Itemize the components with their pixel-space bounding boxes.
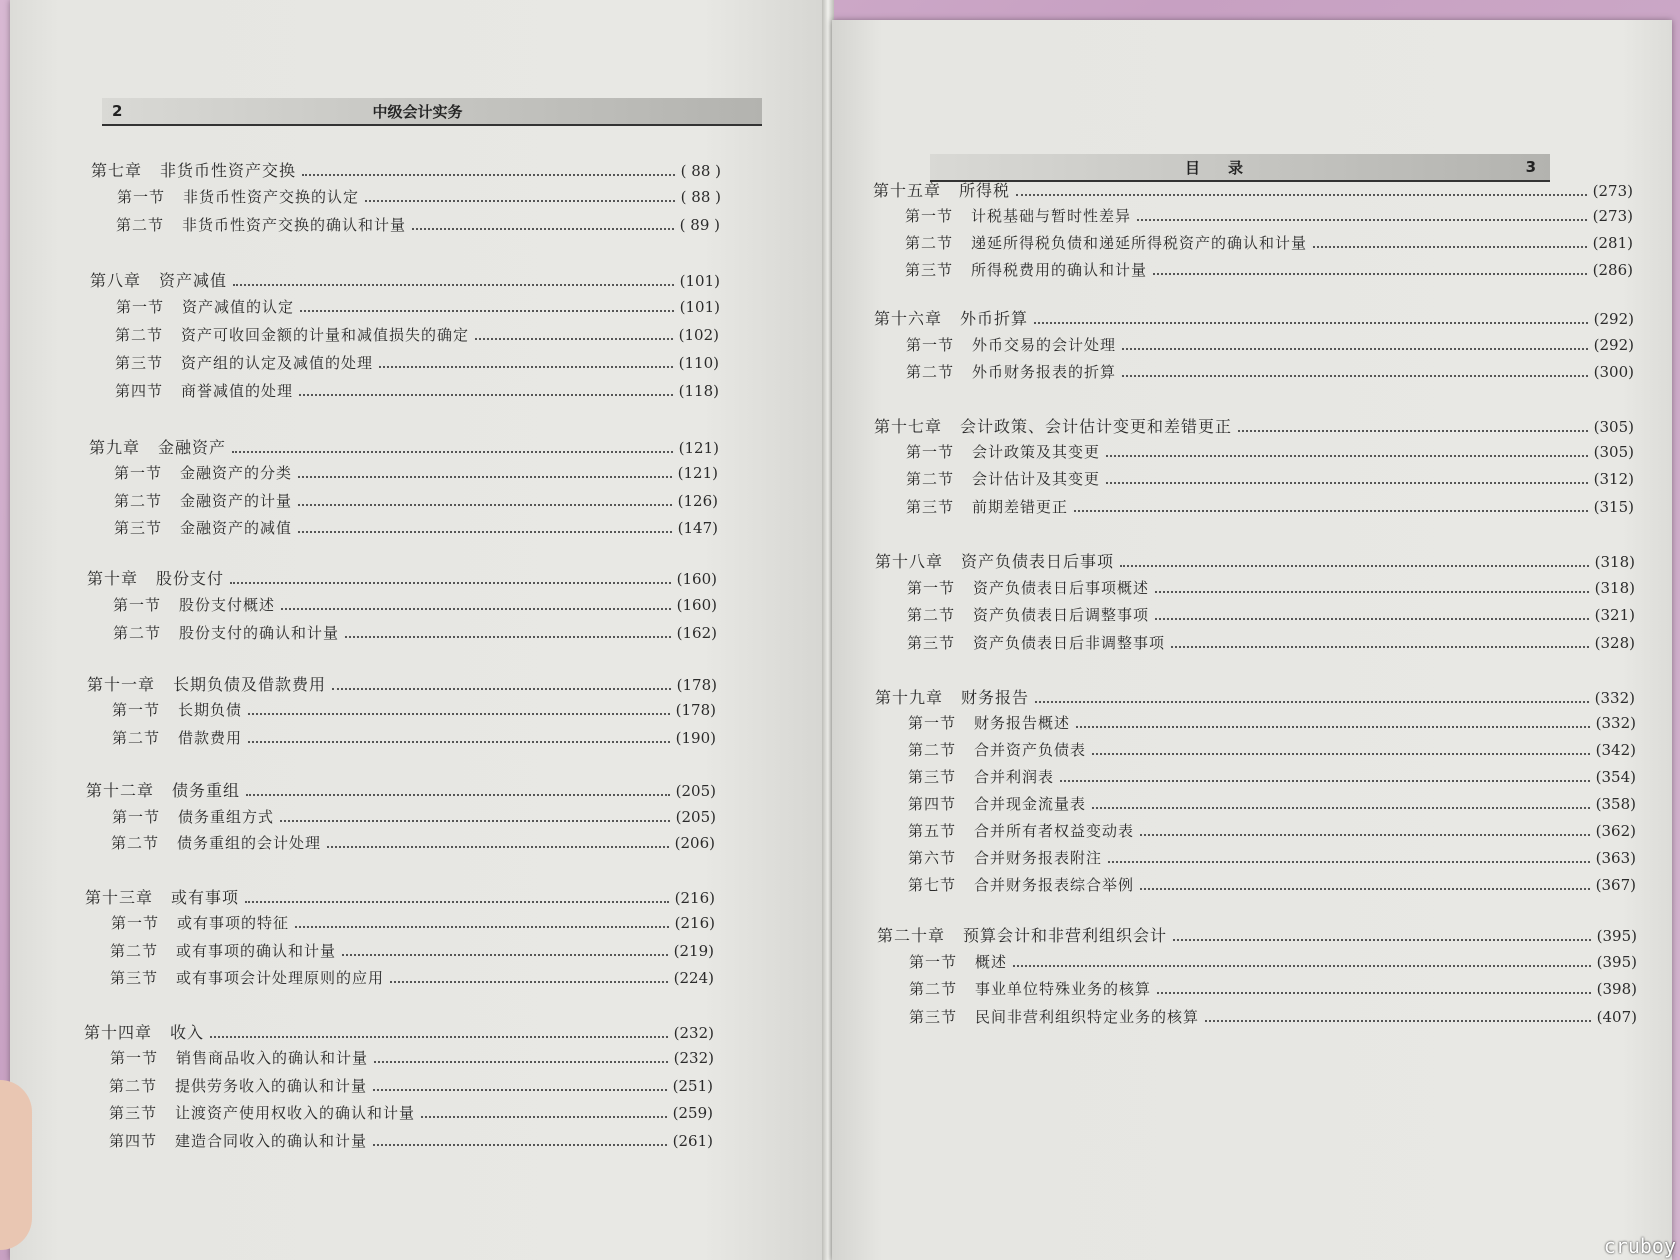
toc-section-entry [116, 296, 720, 317]
toc-chapter-entry [87, 672, 717, 695]
toc-section-entry [907, 577, 1635, 598]
toc-chapter-entry [877, 923, 1637, 946]
page-reference: ( 88 ) [680, 162, 721, 180]
toc-section-entry [116, 214, 720, 235]
page-reference: (251) [672, 1077, 713, 1095]
chapter-title: 财务报告 [961, 688, 1030, 707]
chapter-label: 第十七章 [874, 417, 943, 436]
dot-leader [1035, 700, 1589, 703]
chapter-title: 或有事项 [171, 888, 240, 907]
toc-section-entry [112, 699, 716, 720]
dot-leader [300, 309, 674, 312]
dot-leader [342, 953, 668, 956]
page-reference: (110) [678, 354, 719, 372]
section-label: 第三节 [905, 261, 954, 279]
section-title: 会计政策及其变更 [972, 443, 1101, 461]
left-page-header [102, 98, 762, 126]
section-title: 合并现金流量表 [974, 795, 1087, 813]
toc-section-entry [905, 205, 1633, 226]
dot-leader [1171, 645, 1589, 648]
dot-leader [298, 475, 672, 478]
dot-leader [1108, 860, 1590, 863]
section-title: 前期差错更正 [972, 498, 1069, 516]
page-reference: (261) [672, 1132, 713, 1150]
section-title: 借款费用 [178, 729, 243, 747]
toc-section-entry [115, 380, 719, 401]
chapter-label: 第十五章 [873, 181, 942, 200]
section-label: 第二节 [115, 326, 164, 344]
dot-leader [1060, 779, 1590, 782]
section-title: 合并所有者权益变动表 [974, 822, 1135, 840]
page-reference: (101) [679, 298, 720, 316]
section-label: 第一节 [907, 579, 956, 597]
section-label: 第四节 [908, 795, 957, 813]
page-reference: (354) [1595, 768, 1636, 786]
chapter-title: 外币折算 [960, 309, 1029, 328]
toc-section-entry [112, 727, 716, 748]
section-label: 第一节 [908, 714, 957, 732]
dot-leader [1157, 991, 1591, 994]
toc-section-entry [113, 622, 717, 643]
section-title: 概述 [975, 953, 1008, 971]
page-reference: (318) [1594, 553, 1635, 571]
dot-leader [1092, 806, 1590, 809]
section-title: 股份支付概述 [179, 596, 276, 614]
section-label: 第一节 [117, 188, 166, 206]
dot-leader [365, 199, 675, 202]
dot-leader [245, 900, 669, 903]
dot-leader [1153, 272, 1587, 275]
page-reference: (281) [1592, 234, 1633, 252]
right-page [832, 20, 1672, 1260]
toc-section-entry [906, 468, 1634, 489]
section-title: 债务重组方式 [178, 808, 275, 826]
section-title: 合并资产负债表 [974, 741, 1087, 759]
dot-leader [1120, 564, 1589, 567]
page-reference: (216) [674, 889, 715, 907]
toc-chapter-entry [91, 158, 721, 181]
toc-chapter-entry [874, 414, 1634, 437]
toc-section-entry [908, 739, 1636, 760]
page-reference: (363) [1595, 849, 1636, 867]
chapter-title: 资产减值 [159, 271, 228, 290]
dot-leader [1076, 725, 1590, 728]
dot-leader [233, 283, 674, 286]
toc-section-entry [109, 1075, 713, 1096]
section-title: 让渡资产使用权收入的确认和计量 [175, 1104, 416, 1122]
page-reference: (358) [1595, 795, 1636, 813]
section-title: 股份支付的确认和计量 [179, 624, 340, 642]
page-number: 2 [112, 102, 123, 120]
toc-section-entry [909, 951, 1637, 972]
section-title: 商誉减值的处理 [181, 382, 294, 400]
dot-leader [281, 607, 671, 610]
toc-chapter-entry [86, 778, 716, 801]
page-reference: (300) [1593, 363, 1634, 381]
section-label: 第一节 [906, 443, 955, 461]
section-title: 提供劳务收入的确认和计量 [175, 1077, 368, 1095]
toc-section-entry [908, 847, 1636, 868]
section-label: 第一节 [114, 464, 163, 482]
chapter-label: 第十九章 [875, 688, 944, 707]
section-label: 第二节 [111, 834, 160, 852]
page-reference: (160) [676, 570, 717, 588]
section-title: 民间非营利组织特定业务的核算 [975, 1008, 1200, 1026]
toc-chapter-entry [89, 435, 719, 458]
page-reference: (126) [677, 492, 718, 510]
toc-section-entry [112, 806, 716, 827]
toc-chapter-entry [873, 178, 1633, 201]
section-title: 资产负债表日后调整事项 [973, 606, 1150, 624]
dot-leader [280, 819, 670, 822]
section-title: 金融资产的减值 [180, 519, 293, 537]
page-reference: (162) [676, 624, 717, 642]
section-title: 外币交易的会计处理 [972, 336, 1117, 354]
dot-leader [1238, 429, 1588, 432]
toc-section-entry [909, 978, 1637, 999]
chapter-label: 第二十章 [877, 926, 946, 945]
dot-leader [302, 173, 675, 176]
section-title: 事业单位特殊业务的核算 [975, 980, 1152, 998]
page-reference: (407) [1596, 1008, 1637, 1026]
section-title: 合并财务报表附注 [974, 849, 1103, 867]
dot-leader [299, 393, 673, 396]
dot-leader [295, 925, 669, 928]
section-title: 资产组的认定及减值的处理 [181, 354, 374, 372]
page-reference: (205) [675, 782, 716, 800]
section-label: 第三节 [114, 519, 163, 537]
chapter-label: 第九章 [89, 438, 141, 457]
section-title: 或有事项的特征 [177, 914, 290, 932]
dot-leader [1205, 1019, 1591, 1022]
section-title: 建造合同收入的确认和计量 [175, 1132, 368, 1150]
chapter-label: 第十四章 [84, 1023, 153, 1042]
section-label: 第四节 [109, 1132, 158, 1150]
page-reference: (398) [1596, 980, 1637, 998]
page-reference: (178) [676, 676, 717, 694]
section-label: 第一节 [116, 298, 165, 316]
toc-section-entry [908, 820, 1636, 841]
section-label: 第一节 [110, 1049, 159, 1067]
toc-section-entry [110, 1047, 714, 1068]
section-label: 第二节 [112, 729, 161, 747]
chapter-label: 第十三章 [85, 888, 154, 907]
section-label: 第三节 [109, 1104, 158, 1122]
toc-section-entry [115, 352, 719, 373]
chapter-label: 第七章 [91, 161, 143, 180]
book-title: 中级会计实务 [372, 102, 463, 121]
section-label: 第三节 [907, 634, 956, 652]
toc-section-entry [906, 496, 1634, 517]
page-reference: (332) [1594, 689, 1635, 707]
page-reference: (259) [672, 1104, 713, 1122]
contents-title: 目录 [1185, 158, 1272, 177]
page-reference: (315) [1593, 498, 1634, 516]
dot-leader [1155, 617, 1589, 620]
page-reference: (178) [675, 701, 716, 719]
section-label: 第三节 [908, 768, 957, 786]
dot-leader [390, 980, 668, 983]
dot-leader [332, 687, 671, 690]
page-reference: (342) [1595, 741, 1636, 759]
dot-leader [246, 793, 670, 796]
page-reference: (328) [1594, 634, 1635, 652]
watermark: cruboy [1603, 1234, 1676, 1258]
dot-leader [374, 1060, 668, 1063]
section-label: 第一节 [111, 914, 160, 932]
section-title: 或有事项的确认和计量 [176, 942, 337, 960]
page-reference: (321) [1594, 606, 1635, 624]
toc-chapter-entry [874, 306, 1634, 329]
chapter-title: 非货币性资产交换 [160, 161, 297, 180]
page-reference: (232) [673, 1024, 714, 1042]
section-label: 第七节 [908, 876, 957, 894]
toc-section-entry [109, 1102, 713, 1123]
dot-leader [298, 530, 672, 533]
dot-leader [1013, 964, 1591, 967]
toc-chapter-entry [875, 549, 1635, 572]
dot-leader [1137, 218, 1587, 221]
section-label: 第二节 [906, 363, 955, 381]
page-reference: (118) [678, 382, 719, 400]
chapter-label: 第十二章 [86, 781, 155, 800]
dot-leader [475, 337, 673, 340]
toc-section-entry [907, 604, 1635, 625]
page-reference: ( 88 ) [680, 188, 721, 206]
section-label: 第二节 [909, 980, 958, 998]
section-title: 财务报告概述 [974, 714, 1071, 732]
section-title: 金融资产的分类 [180, 464, 293, 482]
page-reference: (318) [1594, 579, 1635, 597]
section-label: 第三节 [906, 498, 955, 516]
page-reference: (312) [1593, 470, 1634, 488]
section-title: 长期负债 [178, 701, 243, 719]
page-reference: (216) [674, 914, 715, 932]
section-title: 外币财务报表的折算 [972, 363, 1117, 381]
chapter-title: 资产负债表日后事项 [961, 552, 1115, 571]
toc-section-entry [111, 912, 715, 933]
dot-leader [379, 365, 673, 368]
section-label: 第一节 [112, 808, 161, 826]
page-reference: (305) [1593, 418, 1634, 436]
page-number: 3 [1525, 158, 1536, 176]
chapter-title: 所得税 [959, 181, 1011, 200]
dot-leader [327, 845, 669, 848]
section-title: 资产负债表日后事项概述 [973, 579, 1150, 597]
toc-chapter-entry [90, 268, 720, 291]
toc-section-entry [111, 832, 715, 853]
chapter-label: 第八章 [90, 271, 142, 290]
dot-leader [1140, 887, 1590, 890]
page-reference: (147) [677, 519, 718, 537]
toc-chapter-entry [87, 566, 717, 589]
chapter-label: 第十一章 [87, 675, 156, 694]
page-reference: ( 89 ) [679, 216, 720, 234]
section-title: 会计估计及其变更 [972, 470, 1101, 488]
dot-leader [1122, 374, 1588, 377]
page-reference: (367) [1595, 876, 1636, 894]
chapter-title: 股份支付 [156, 569, 225, 588]
dot-leader [345, 635, 671, 638]
page-reference: (190) [675, 729, 716, 747]
finger [0, 1080, 32, 1250]
toc-section-entry [909, 1006, 1637, 1027]
dot-leader [1092, 752, 1590, 755]
toc-section-entry [114, 517, 718, 538]
section-title: 金融资产的计量 [180, 492, 293, 510]
page-reference: (273) [1592, 182, 1633, 200]
page-reference: (206) [674, 834, 715, 852]
page-reference: (121) [678, 439, 719, 457]
section-label: 第二节 [114, 492, 163, 510]
page-reference: (362) [1595, 822, 1636, 840]
toc-chapter-entry [85, 885, 715, 908]
section-label: 第六节 [908, 849, 957, 867]
toc-section-entry [907, 632, 1635, 653]
dot-leader [1106, 454, 1588, 457]
section-label: 第三节 [115, 354, 164, 372]
section-label: 第一节 [112, 701, 161, 719]
section-label: 第二节 [113, 624, 162, 642]
toc-section-entry [115, 324, 719, 345]
dot-leader [1074, 509, 1588, 512]
page-reference: (286) [1592, 261, 1633, 279]
section-label: 第四节 [115, 382, 164, 400]
page-reference: (224) [673, 969, 714, 987]
dot-leader [1140, 833, 1590, 836]
toc-section-entry [906, 334, 1634, 355]
page-reference: (292) [1593, 310, 1634, 328]
section-label: 第一节 [905, 207, 954, 225]
dot-leader [1155, 590, 1589, 593]
dot-leader [373, 1143, 667, 1146]
toc-section-entry [110, 967, 714, 988]
dot-leader [210, 1035, 668, 1038]
section-label: 第一节 [113, 596, 162, 614]
toc-section-entry [905, 259, 1633, 280]
section-label: 第二节 [908, 741, 957, 759]
section-label: 第一节 [906, 336, 955, 354]
dot-leader [298, 503, 672, 506]
toc-section-entry [109, 1130, 713, 1151]
page-reference: (121) [677, 464, 718, 482]
page-reference: (332) [1595, 714, 1636, 732]
section-label: 第二节 [109, 1077, 158, 1095]
section-label: 第二节 [906, 470, 955, 488]
dot-leader [248, 740, 670, 743]
section-title: 非货币性资产交换的认定 [183, 188, 360, 206]
toc-section-entry [908, 766, 1636, 787]
dot-leader [421, 1115, 667, 1118]
page-reference: (101) [679, 272, 720, 290]
toc-section-entry [906, 441, 1634, 462]
chapter-title: 债务重组 [172, 781, 241, 800]
section-label: 第二节 [110, 942, 159, 960]
page-reference: (395) [1596, 927, 1637, 945]
toc-section-entry [114, 462, 718, 483]
section-title: 债务重组的会计处理 [177, 834, 322, 852]
dot-leader [230, 581, 671, 584]
section-title: 资产负债表日后非调整事项 [973, 634, 1166, 652]
dot-leader [248, 712, 670, 715]
section-title: 资产可收回金额的计量和减值损失的确定 [181, 326, 470, 344]
dot-leader [412, 227, 674, 230]
toc-section-entry [114, 490, 718, 511]
chapter-title: 会计政策、会计估计变更和差错更正 [960, 417, 1233, 436]
left-page [10, 0, 825, 1260]
toc-chapter-entry [84, 1020, 714, 1043]
toc-section-entry [113, 594, 717, 615]
chapter-title: 收入 [170, 1023, 205, 1042]
chapter-label: 第十六章 [874, 309, 943, 328]
toc-section-entry [905, 232, 1633, 253]
toc-section-entry [908, 793, 1636, 814]
section-label: 第三节 [110, 969, 159, 987]
chapter-title: 长期负债及借款费用 [173, 675, 327, 694]
section-title: 所得税费用的确认和计量 [971, 261, 1148, 279]
page-reference: (205) [675, 808, 716, 826]
dot-leader [1173, 938, 1591, 941]
chapter-title: 预算会计和非营利组织会计 [963, 926, 1168, 945]
toc-section-entry [117, 186, 721, 207]
page-reference: (232) [673, 1049, 714, 1067]
dot-leader [1034, 321, 1588, 324]
section-title: 计税基础与暂时性差异 [971, 207, 1132, 225]
section-label: 第五节 [908, 822, 957, 840]
chapter-label: 第十八章 [875, 552, 944, 571]
page-reference: (219) [673, 942, 714, 960]
section-title: 合并财务报表综合举例 [974, 876, 1135, 894]
section-title: 合并利润表 [974, 768, 1055, 786]
section-label: 第三节 [909, 1008, 958, 1026]
section-label: 第二节 [907, 606, 956, 624]
section-label: 第二节 [905, 234, 954, 252]
page-reference: (292) [1593, 336, 1634, 354]
page-reference: (395) [1596, 953, 1637, 971]
page-reference: (305) [1593, 443, 1634, 461]
section-label: 第二节 [116, 216, 165, 234]
dot-leader [1016, 193, 1587, 196]
section-title: 或有事项会计处理原则的应用 [176, 969, 385, 987]
section-title: 非货币性资产交换的确认和计量 [182, 216, 407, 234]
dot-leader [373, 1088, 667, 1091]
dot-leader [1122, 347, 1588, 350]
section-title: 递延所得税负债和递延所得税资产的确认和计量 [971, 234, 1308, 252]
dot-leader [232, 450, 673, 453]
toc-section-entry [110, 940, 714, 961]
page-reference: (273) [1592, 207, 1633, 225]
section-title: 销售商品收入的确认和计量 [176, 1049, 369, 1067]
chapter-title: 金融资产 [158, 438, 227, 457]
dot-leader [1106, 481, 1588, 484]
toc-section-entry [908, 712, 1636, 733]
chapter-label: 第十章 [87, 569, 139, 588]
page-reference: (102) [678, 326, 719, 344]
toc-chapter-entry [875, 685, 1635, 708]
dot-leader [1313, 245, 1587, 248]
section-title: 资产减值的认定 [182, 298, 295, 316]
toc-section-entry [908, 874, 1636, 895]
toc-section-entry [906, 361, 1634, 382]
page-reference: (160) [676, 596, 717, 614]
section-label: 第一节 [909, 953, 958, 971]
